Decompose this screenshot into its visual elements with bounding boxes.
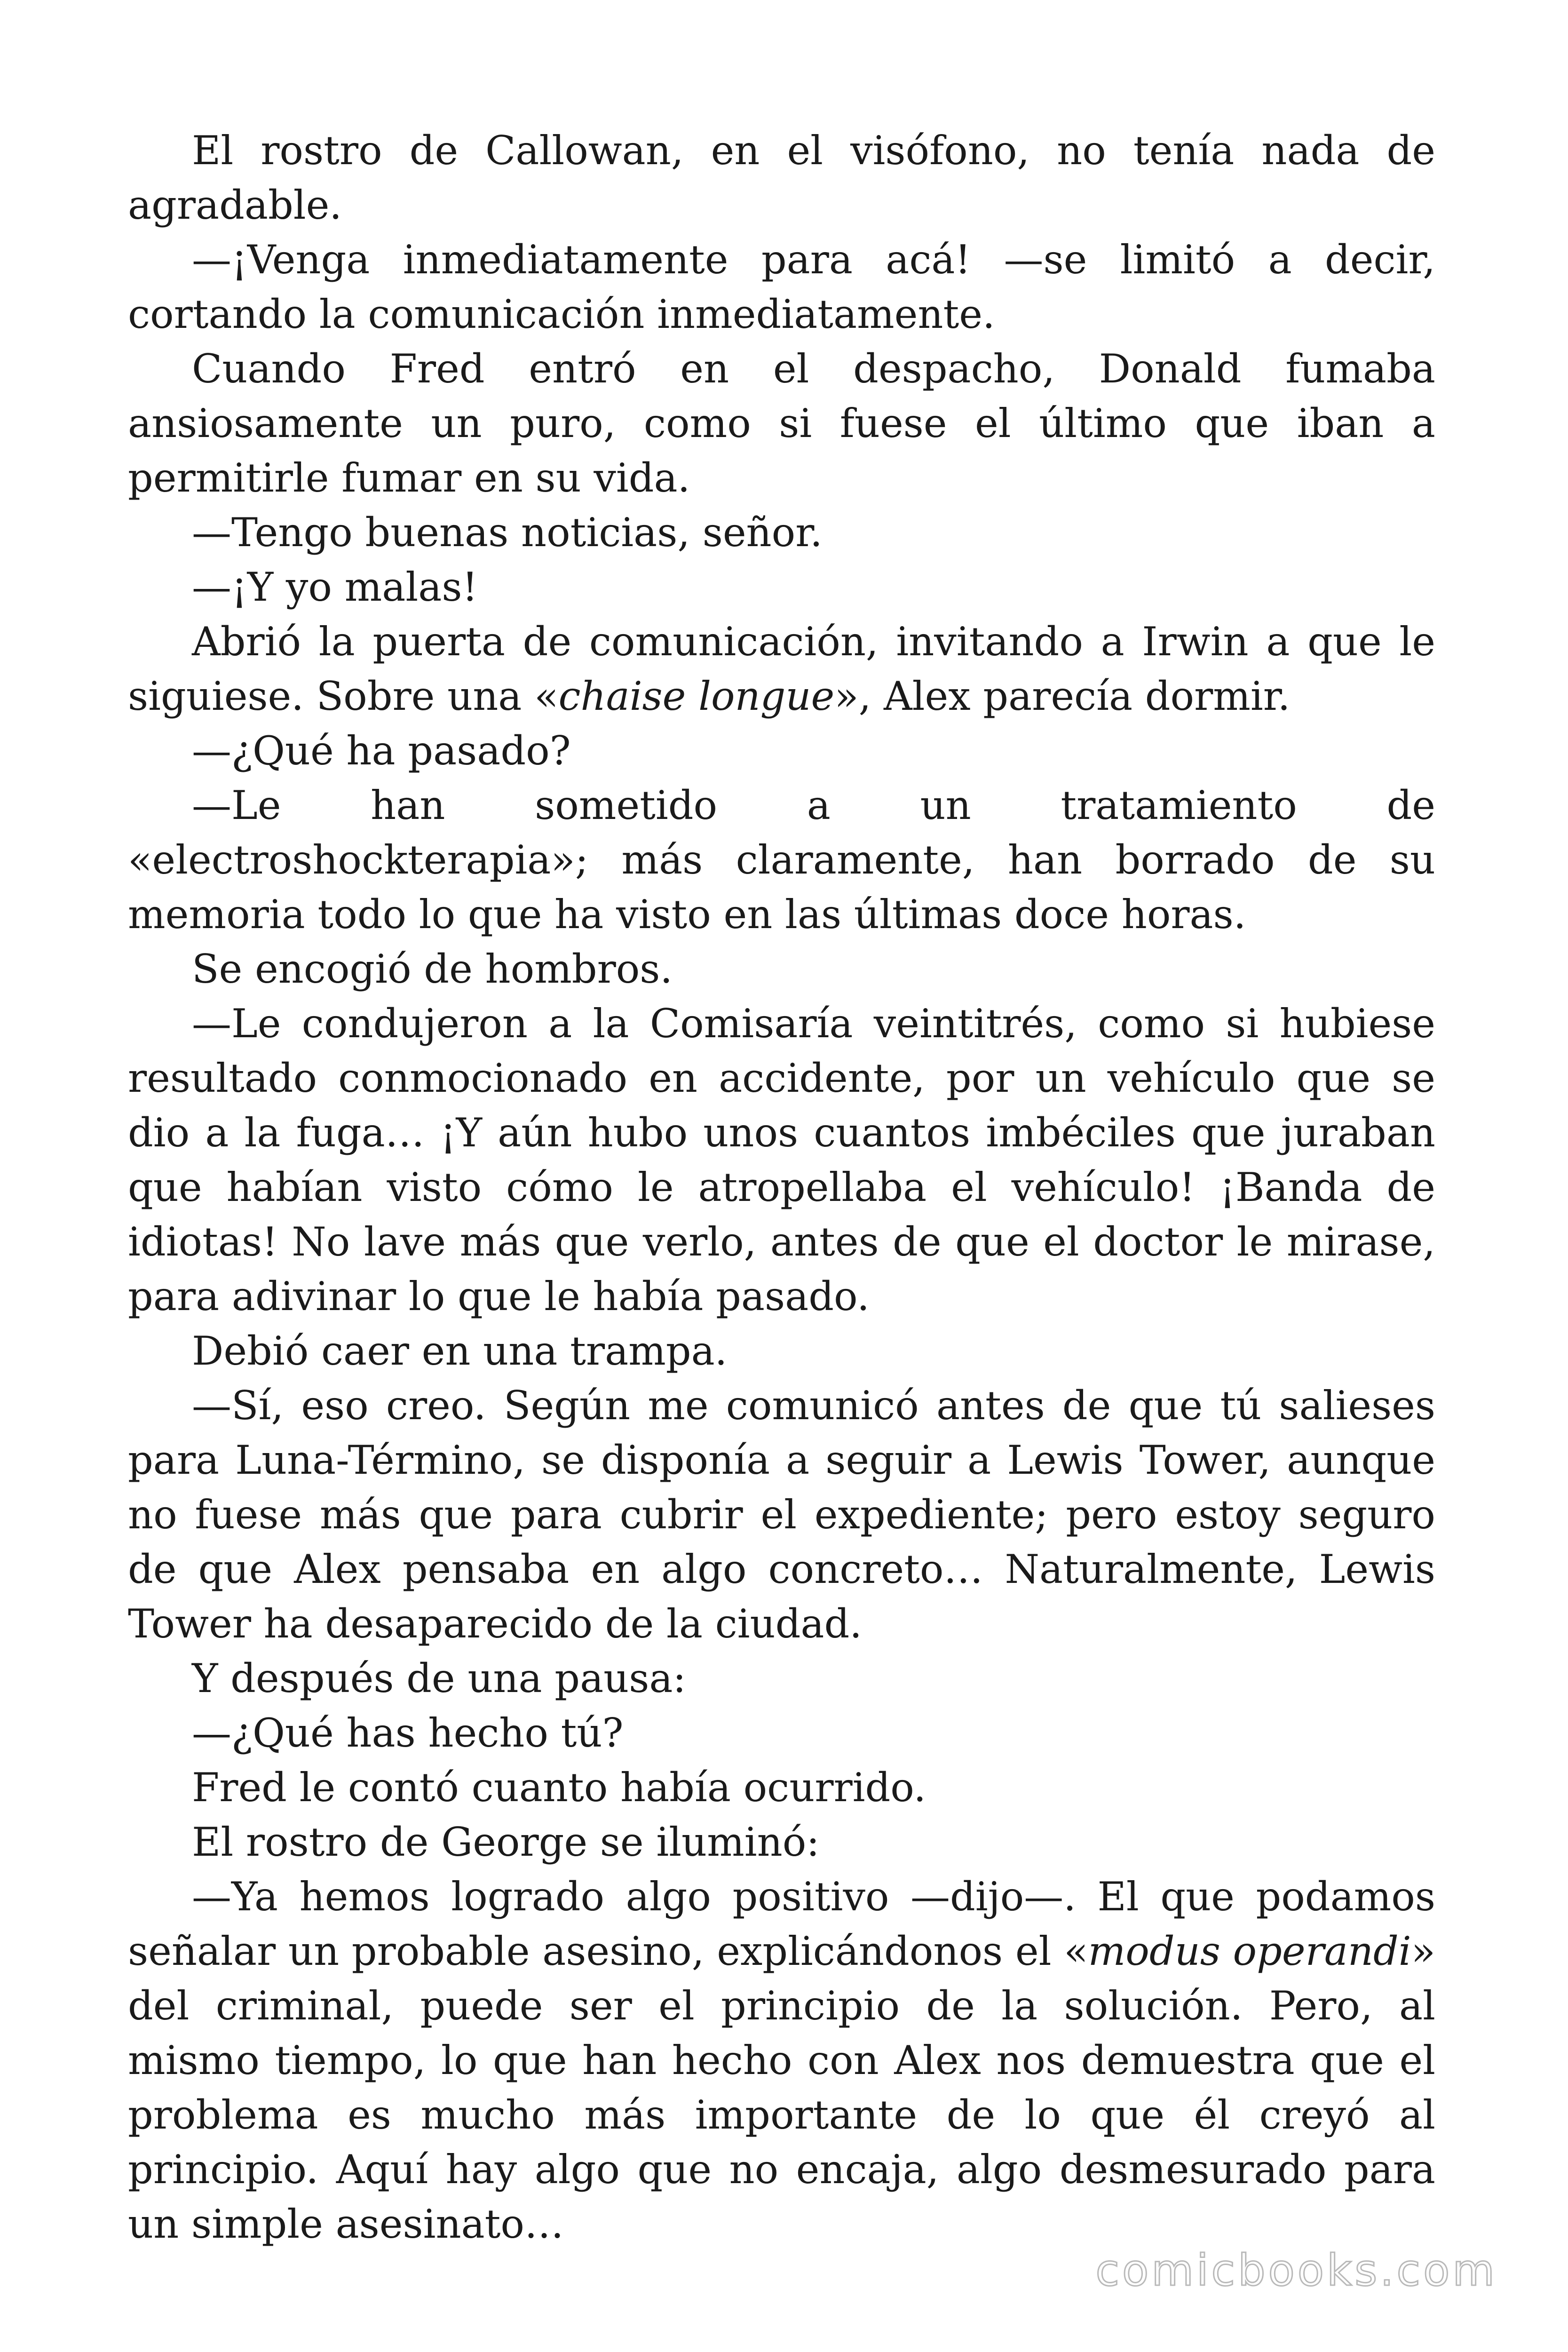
text-run: —Ya hemos logrado algo positivo —dijo—. El que podamos señalar un probable asesino, explicándonos el « [128,1874,1435,1974]
text-run: —Le han sometido a un tratamiento de «electroshockterapia»; más claramente, han borrado de su memoria todo lo que ha visto en las últimas doce horas. [128,782,1435,938]
paragraph [128,778,1435,942]
paragraph [128,1869,1435,2251]
watermark: comicbooks.com [1095,2245,1497,2296]
text-run: Se encogió de hombros. [192,946,673,992]
text-run: —¿Qué has hecho tú? [192,1710,624,1756]
paragraph [128,996,1435,1324]
paragraph [128,1760,1435,1815]
paragraph [128,560,1435,614]
text-run: Abrió la puerta de comunicación, invitando a Irwin a que le siguiese. Sobre una « [128,619,1435,719]
text-run: El rostro de Callowan, en el visófono, no tenía nada de agradable. [128,127,1435,228]
paragraph [128,614,1435,723]
text-run: —¡Venga inmediatamente para acá! —se limitó a decir, cortando la comunicación inmediatamente. [128,237,1435,337]
italic-text: chaise longue [558,673,835,719]
paragraph [128,1706,1435,1760]
paragraph [128,1815,1435,1869]
text-run: Debió caer en una trampa. [192,1328,728,1374]
text-run: Cuando Fred entró en el despacho, Donald fumaba ansiosamente un puro, como si fuese el último que iban a permitirle fumar en su vida. [128,346,1435,501]
paragraph [128,232,1435,342]
text-run: Fred le contó cuanto había ocurrido. [192,1764,927,1811]
text-run: Y después de una pausa: [192,1655,686,1701]
paragraph [128,1324,1435,1378]
paragraph [128,1651,1435,1706]
text-run: —Tengo buenas noticias, señor. [192,509,823,556]
paragraph [128,723,1435,778]
paragraph [128,123,1435,232]
paragraph [128,505,1435,560]
text-run: —Le condujeron a la Comisaría veintitrés, como si hubiese resultado conmocionado en accidente, por un vehículo que se dio a la fuga… ¡Y aún hubo unos cuantos imbéciles que juraban que habían visto cómo le atropellaba el vehículo! ¡Banda de idiotas! No lave más que verlo, antes de que el doctor le mirase, para adivinar lo que le había pasado. [128,1001,1435,1319]
paragraph [128,942,1435,996]
body-text [128,123,1435,2251]
text-run: » del criminal, puede ser el principio de la solución. Pero, al mismo tiempo, lo que han hecho con Alex nos demuestra que el problema es mucho más importante de lo que él creyó al principio. Aquí hay algo que no encaja, algo desmesurado para un simple asesinato… [128,1928,1435,2247]
paragraph [128,342,1435,505]
text-run: —¿Qué ha pasado? [192,728,571,774]
text-run: —Sí, eso creo. Según me comunicó antes de que tú salieses para Luna-Término, se disponía a seguir a Lewis Tower, aunque no fuese más que para cubrir el expediente; pero estoy seguro de que Alex pensaba en algo concreto… Naturalmente, Lewis Tower ha desaparecido de la ciudad. [128,1383,1435,1647]
italic-text: modus operandi [1088,1928,1411,1974]
text-run: El rostro de George se iluminó: [192,1819,820,1865]
paragraph [128,1378,1435,1651]
text-run: », Alex parecía dormir. [834,673,1291,719]
text-run: —¡Y yo malas! [192,564,478,610]
